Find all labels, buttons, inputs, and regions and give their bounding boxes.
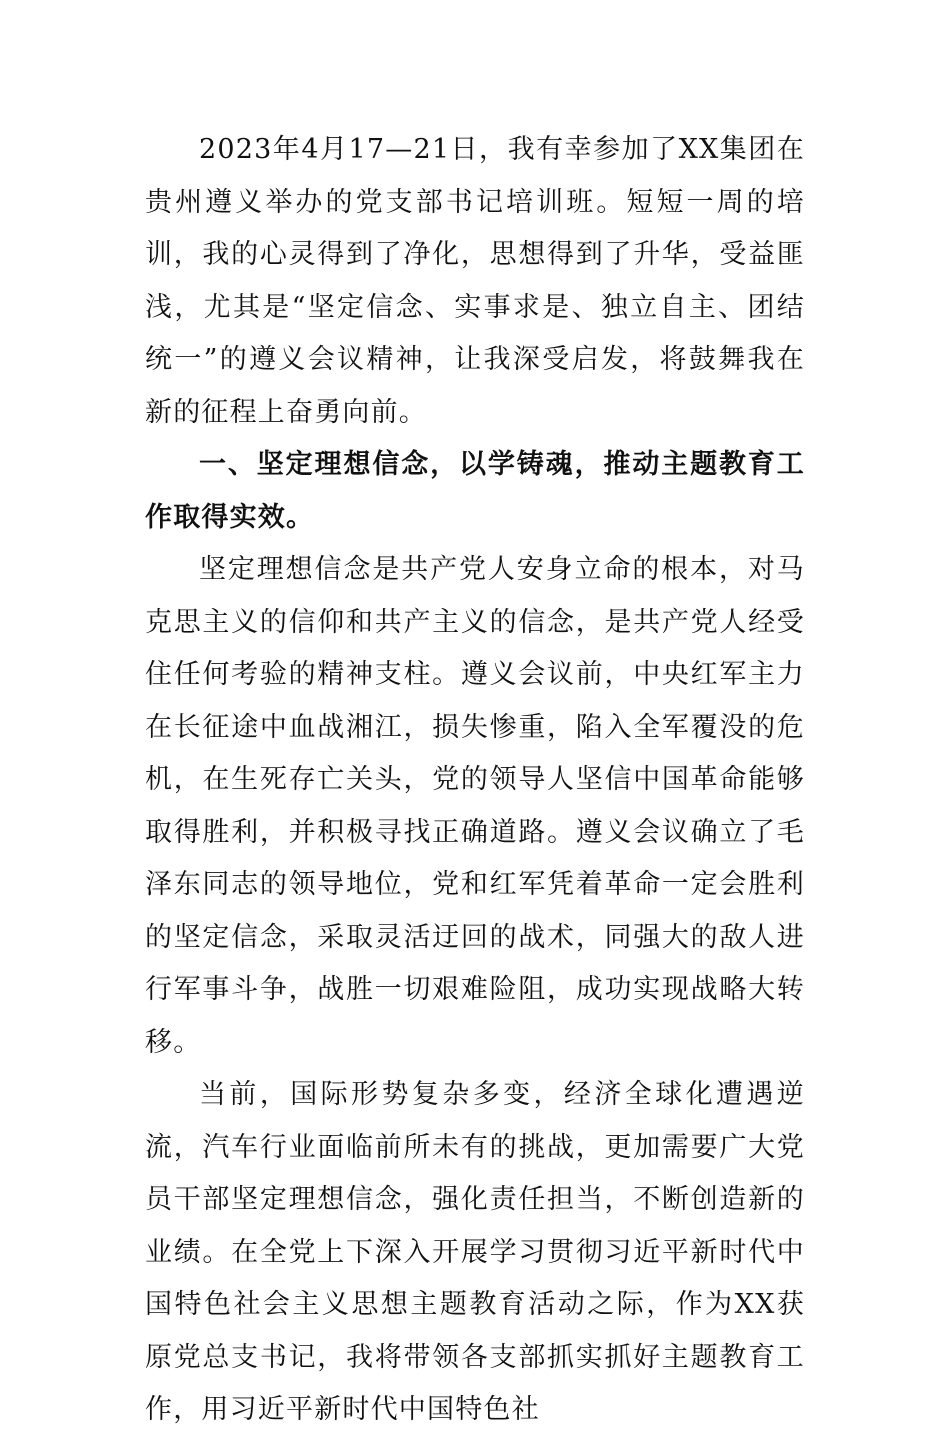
section-heading-1: 一、坚定理想信念，以学铸魂，推动主题教育工作取得实效。 (145, 449, 805, 533)
document-body (145, 124, 805, 1437)
paragraph-ideals: 坚定理想信念是共产党人安身立命的根本，对马克思主义的信仰和共产主义的信念，是共产党人经受住任何考验的精神支柱。遵义会议前，中央红军主力在长征途中血战湘江，损失惨重，陷入全军覆没的危机，在生死存亡关头，党的领导人坚信中国革命能够取得胜利，并积极寻找正确道路。遵义会议确立了毛泽东同志的领导地位，党和红军凭着革命一定会胜利的坚定信念，采取灵活迂回的战术，同强大的敌人进行军事斗争，战胜一切艰难险阻，成功实现战略大转移。 (145, 554, 805, 1058)
paragraph-intro: 2023年4月17—21日，我有幸参加了XX集团在贵州遵义举办的党支部书记培训班。短短一周的培训，我的心灵得到了净化，思想得到了升华，受益匪浅，尤其是“坚定信念、实事求是、独立自主、团结统一”的遵义会议精神，让我深受启发，将鼓舞我在新的征程上奋勇向前。 (145, 134, 805, 428)
paragraph-current: 当前，国际形势复杂多变，经济全球化遭遇逆流，汽车行业面临前所未有的挑战，更加需要广大党员干部坚定理想信念，强化责任担当，不断创造新的业绩。在全党上下深入开展学习贯彻习近平新时代中国特色社会主义思想主题教育活动之际，作为XX获原党总支书记，我将带领各支部抓实抓好主题教育工作，用习近平新时代中国特色社 (145, 1079, 805, 1425)
